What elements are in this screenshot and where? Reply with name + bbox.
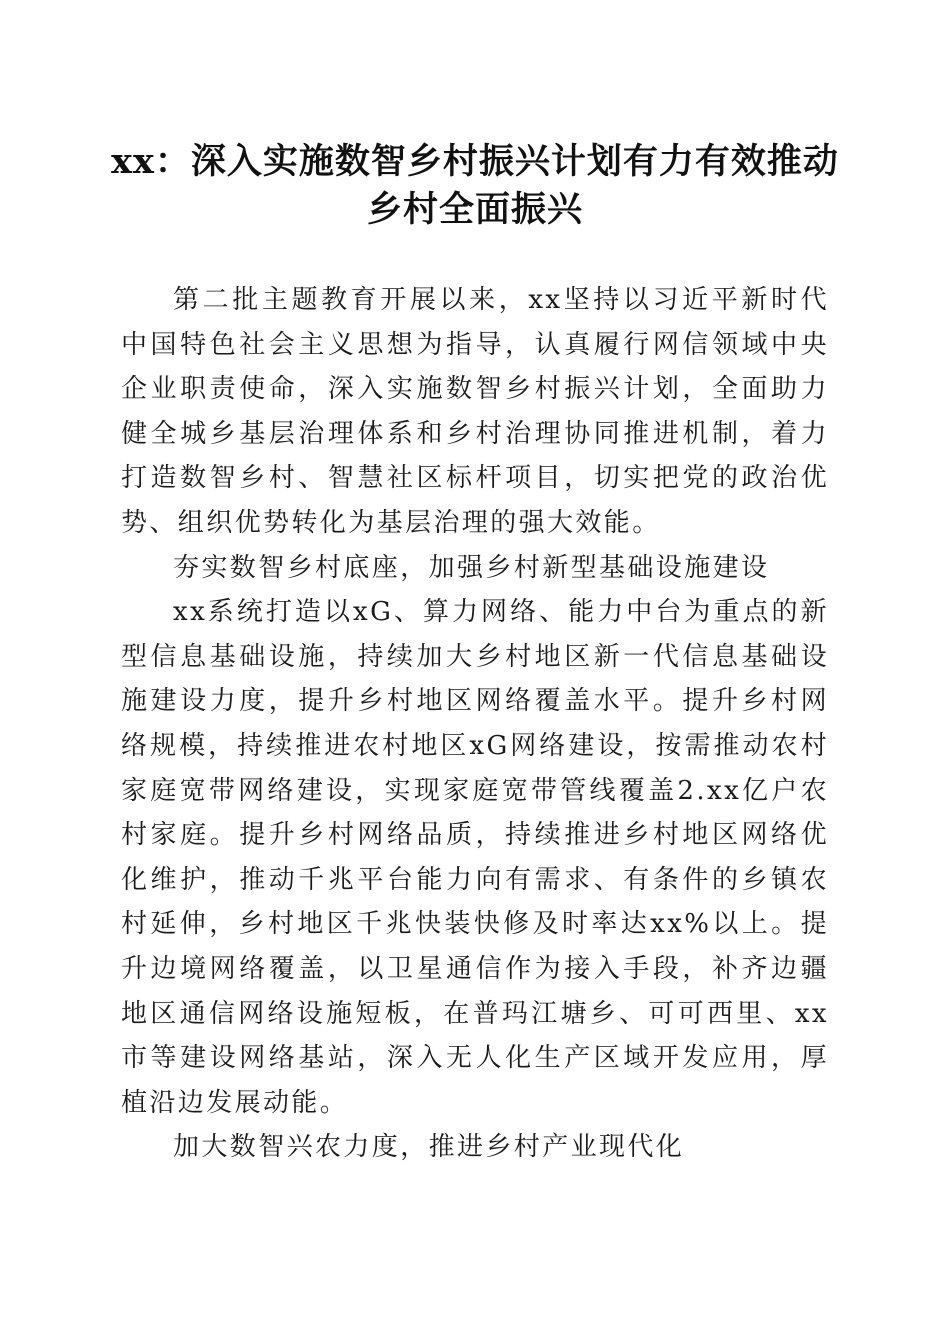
section-heading-agriculture: 加大数智兴农力度，推进乡村产业现代化 <box>173 1132 685 1163</box>
title-line-2: 乡村全面振兴 <box>366 189 583 230</box>
title-line-1: xx：深入实施数智乡村振兴计划有力有效推动 <box>111 141 839 182</box>
section-heading-infrastructure: 夯实数智乡村底座，加强乡村新型基础设施建设 <box>173 552 770 583</box>
paragraph-intro: 第二批主题教育开展以来，xx坚持以习近平新时代中国特色社会主义思想为指导，认真履行网信领域中央企业职责使命，深入实施数智乡村振兴计划，全面助力健全城乡基层治理体系和乡村治理协同推进机制，着力打造数智乡村、智慧社区标杆项目，切实把党的政治优势、组织优势转化为基层治理的强大效能。 <box>121 285 829 538</box>
document-body <box>121 278 829 1170</box>
paragraph-infrastructure: xx系统打造以xG、算力网络、能力中台为重点的新型信息基础设施，持续加大乡村地区新一代信息基础设施建设力度，提升乡村地区网络覆盖水平。提升乡村网络规模，持续推进农村地区xG网络建设，按需推动农村家庭宽带网络建设，实现家庭宽带管线覆盖2.xx亿户农村家庭。提升乡村网络品质，持续推进乡村地区网络优化维护，推动千兆平台能力向有需求、有条件的乡镇农村延伸，乡村地区千兆快装快修及时率达xx%以上。提升边境网络覆盖，以卫星通信作为接入手段，补齐边疆地区通信网络设施短板，在普玛江塘乡、可可西里、xx市等建设网络基站，深入无人化生产区域开发应用，厚植沿边发展动能。 <box>121 597 829 1118</box>
document-title <box>100 138 850 234</box>
